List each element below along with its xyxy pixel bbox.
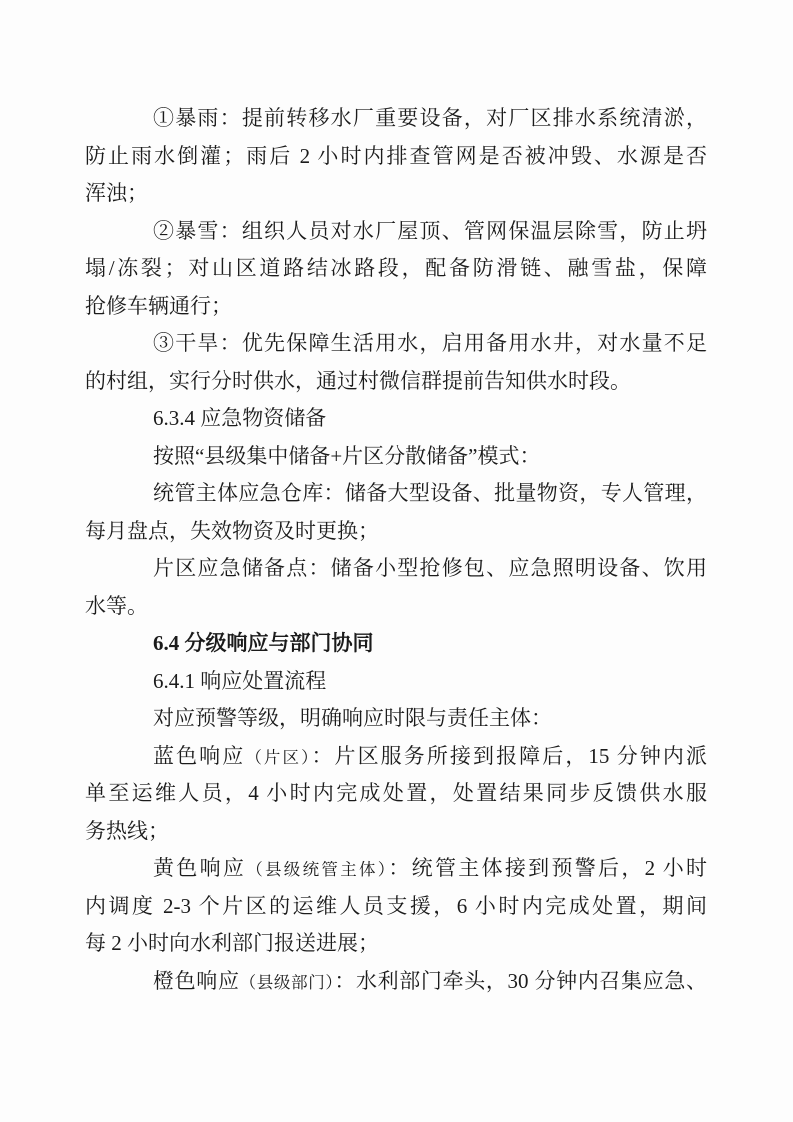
text-run: 6.4.1 响应处置流程	[153, 668, 327, 693]
text-run: 务热线；	[85, 818, 169, 843]
text-run: 浑浊；	[85, 181, 148, 205]
document-body	[85, 100, 707, 1000]
clause-snowstorm-line-2	[85, 250, 707, 288]
text-run: 防止雨水倒灌；雨后 2 小时内排查管网是否被冲毁、水源是否	[85, 143, 707, 168]
text-run: 每月盘点，失效物资及时更换；	[85, 518, 379, 543]
text-run: ：水利部门牵头，30 分钟内召集应急、	[334, 968, 708, 993]
text-run: 水等。	[85, 593, 148, 618]
text-run: 统管主体应急仓库：储备大型设备、批量物资，专人管理，	[153, 481, 707, 505]
clause-drought-line-1	[85, 325, 707, 363]
para-blue-response-line-2	[85, 775, 707, 813]
text-run: ①暴雨：提前转移水厂重要设备，对厂区排水系统清淤，	[153, 106, 707, 130]
text-run: 抢修车辆通行；	[85, 293, 232, 318]
clause-rainstorm-line-1	[85, 100, 707, 138]
para-response-intro	[85, 700, 707, 738]
clause-rainstorm-line-3	[85, 175, 707, 213]
text-run: 黄色响应	[153, 856, 247, 880]
parenthetical-note: （县级部门）	[239, 972, 335, 992]
text-run: 6.3.4 应急物资储备	[153, 406, 327, 430]
para-blue-response-line-1	[85, 738, 707, 776]
para-yellow-response-line-3	[85, 925, 707, 963]
text-run: 6.4 分级响应与部门协同	[153, 631, 374, 655]
clause-rainstorm-line-2	[85, 138, 707, 176]
para-yellow-response-line-2	[85, 888, 707, 926]
para-orange-response-line-1	[85, 963, 707, 1001]
text-run: ：统管主体接到预警后，2 小时	[388, 856, 708, 880]
text-run: 塌/冻裂；对山区道路结冰路段，配备防滑链、融雪盐，保障	[85, 256, 707, 280]
para-blue-response-line-3	[85, 813, 707, 851]
text-run: ：片区服务所接到报障后，15 分钟内派	[311, 743, 708, 768]
para-district-reserve-line-1	[85, 550, 707, 588]
clause-snowstorm-line-3	[85, 288, 707, 326]
para-district-reserve-line-2	[85, 588, 707, 626]
text-run: 片区应急储备点：储备小型抢修包、应急照明设备、饮用	[153, 556, 707, 580]
text-run: 按照“县级集中储备+片区分散储备”模式：	[153, 443, 541, 468]
parenthetical-note: （县级统管主体）	[246, 860, 389, 879]
text-run: 单至运维人员，4 小时内完成处置，处置结果同步反馈供水服	[85, 781, 707, 805]
heading-6-4	[85, 625, 707, 663]
text-run: 蓝色响应	[153, 743, 246, 768]
heading-6-4-1	[85, 663, 707, 701]
para-county-warehouse-line-1	[85, 475, 707, 513]
parenthetical-note: （片区）	[245, 747, 312, 767]
text-run: 对应预警等级，明确响应时限与责任主体：	[153, 706, 552, 730]
para-yellow-response-line-1	[85, 850, 707, 888]
text-run: 橙色响应	[153, 968, 240, 993]
text-run: ③干旱：优先保障生活用水，启用备用水井，对水量不足	[153, 331, 707, 355]
para-reserve-mode	[85, 438, 707, 476]
clause-snowstorm-line-1	[85, 213, 707, 251]
heading-6-3-4	[85, 400, 707, 438]
text-run: 的村组，实行分时供水，通过村微信群提前告知供水时段。	[85, 368, 631, 393]
text-run: 内调度 2-3 个片区的运维人员支援，6 小时内完成处置，期间	[85, 893, 707, 918]
para-county-warehouse-line-2	[85, 513, 707, 551]
clause-drought-line-2	[85, 363, 707, 401]
text-run: 每 2 小时向水利部门报送进展；	[85, 931, 379, 955]
text-run: ②暴雪：组织人员对水厂屋顶、管网保温层除雪，防止坍	[153, 218, 707, 243]
